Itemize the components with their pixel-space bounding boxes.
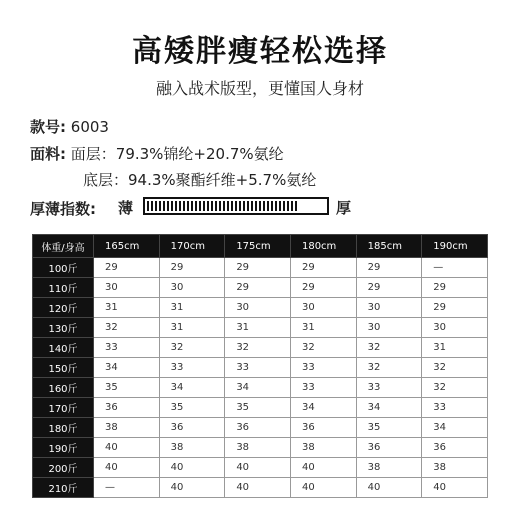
size-cell: 36	[159, 418, 225, 438]
size-cell: 40	[94, 438, 160, 458]
height-header: 190cm	[422, 235, 488, 258]
size-cell: 33	[94, 338, 160, 358]
size-table-corner: 体重/身高	[33, 235, 94, 258]
size-cell: 34	[290, 398, 356, 418]
fabric-row	[30, 143, 284, 164]
size-cell: 31	[159, 318, 225, 338]
thickness-fill	[147, 201, 298, 211]
height-header: 165cm	[94, 235, 160, 258]
size-cell: 29	[290, 258, 356, 278]
weight-cell: 130斤	[33, 318, 94, 338]
size-cell: 40	[356, 478, 422, 498]
fabric-inner: 底层：94.3%聚酯纤维+5.7%氨纶	[83, 171, 317, 189]
weight-cell: 180斤	[33, 418, 94, 438]
size-cell: 29	[422, 298, 488, 318]
size-cell: 32	[159, 338, 225, 358]
size-cell: 31	[225, 318, 291, 338]
size-cell: 40	[422, 478, 488, 498]
size-cell: 38	[356, 458, 422, 478]
thickness-bar	[143, 197, 329, 215]
size-cell: 40	[159, 458, 225, 478]
table-row	[33, 418, 488, 438]
table-row	[33, 398, 488, 418]
size-table-header	[33, 235, 488, 258]
fabric-outer: 面层：79.3%锦纶+20.7%氨纶	[70, 145, 284, 163]
size-cell: 38	[422, 458, 488, 478]
weight-cell: 210斤	[33, 478, 94, 498]
size-cell: 40	[94, 458, 160, 478]
size-cell: 31	[159, 298, 225, 318]
size-cell: —	[422, 258, 488, 278]
size-cell: 34	[159, 378, 225, 398]
size-cell: 30	[356, 318, 422, 338]
fabric-label: 面料:	[30, 145, 66, 163]
height-header: 170cm	[159, 235, 225, 258]
size-cell: 33	[290, 358, 356, 378]
thickness-thick-label: 厚	[336, 199, 352, 217]
size-cell: 40	[290, 458, 356, 478]
table-row	[33, 298, 488, 318]
size-cell: 35	[159, 398, 225, 418]
size-cell: 35	[356, 418, 422, 438]
page-subtitle: 融入战术版型，更懂国人身材	[155, 79, 364, 98]
size-cell: 36	[356, 438, 422, 458]
weight-cell: 140斤	[33, 338, 94, 358]
size-cell: 30	[94, 278, 160, 298]
size-cell: 34	[356, 398, 422, 418]
size-cell: 32	[94, 318, 160, 338]
size-cell: 32	[356, 358, 422, 378]
size-cell: 31	[422, 338, 488, 358]
table-row	[33, 258, 488, 278]
weight-cell: 170斤	[33, 398, 94, 418]
size-cell: 29	[290, 278, 356, 298]
size-table	[32, 234, 488, 498]
size-cell: 36	[290, 418, 356, 438]
size-cell: 32	[422, 358, 488, 378]
table-row	[33, 318, 488, 338]
style-number-row	[30, 116, 109, 137]
size-cell: 30	[290, 298, 356, 318]
size-cell: 32	[422, 378, 488, 398]
size-cell: 36	[422, 438, 488, 458]
size-cell: 35	[94, 378, 160, 398]
size-cell: 29	[225, 278, 291, 298]
size-cell: 30	[159, 278, 225, 298]
weight-cell: 190斤	[33, 438, 94, 458]
size-cell: 29	[159, 258, 225, 278]
size-cell: 30	[225, 298, 291, 318]
size-cell: 36	[94, 398, 160, 418]
style-number-label: 款号:	[30, 118, 66, 136]
size-cell: 34	[94, 358, 160, 378]
thickness-thin-label: 薄	[118, 199, 134, 217]
size-cell: 29	[356, 278, 422, 298]
size-cell: 33	[159, 358, 225, 378]
size-cell: 38	[94, 418, 160, 438]
size-cell: 36	[225, 418, 291, 438]
size-cell: 33	[356, 378, 422, 398]
size-cell: 40	[159, 478, 225, 498]
size-cell: 33	[290, 378, 356, 398]
table-row	[33, 378, 488, 398]
size-cell: —	[94, 478, 160, 498]
size-cell: 29	[94, 258, 160, 278]
weight-cell: 160斤	[33, 378, 94, 398]
table-row	[33, 438, 488, 458]
size-cell: 30	[422, 318, 488, 338]
weight-cell: 200斤	[33, 458, 94, 478]
size-cell: 29	[422, 278, 488, 298]
size-cell: 32	[356, 338, 422, 358]
size-cell: 33	[422, 398, 488, 418]
size-cell: 40	[225, 458, 291, 478]
size-cell: 32	[225, 338, 291, 358]
style-number-value: 6003	[70, 118, 109, 136]
size-cell: 31	[94, 298, 160, 318]
size-cell: 32	[290, 338, 356, 358]
weight-cell: 150斤	[33, 358, 94, 378]
size-cell: 30	[356, 298, 422, 318]
size-cell: 38	[290, 438, 356, 458]
weight-cell: 100斤	[33, 258, 94, 278]
height-header: 185cm	[356, 235, 422, 258]
size-cell: 29	[225, 258, 291, 278]
thickness-label: 厚薄指数:	[30, 200, 96, 218]
height-header: 180cm	[290, 235, 356, 258]
weight-cell: 110斤	[33, 278, 94, 298]
weight-cell: 120斤	[33, 298, 94, 318]
size-cell: 31	[290, 318, 356, 338]
size-cell: 33	[225, 358, 291, 378]
table-row	[33, 338, 488, 358]
size-cell: 29	[356, 258, 422, 278]
size-cell: 34	[225, 378, 291, 398]
page-title: 高矮胖瘦轻松选择	[132, 34, 388, 69]
size-cell: 40	[290, 478, 356, 498]
size-cell: 35	[225, 398, 291, 418]
table-row	[33, 278, 488, 298]
size-cell: 40	[225, 478, 291, 498]
table-row	[33, 358, 488, 378]
size-cell: 38	[159, 438, 225, 458]
size-cell: 34	[422, 418, 488, 438]
height-header: 175cm	[225, 235, 291, 258]
table-row	[33, 478, 488, 498]
table-row	[33, 458, 488, 478]
size-cell: 38	[225, 438, 291, 458]
